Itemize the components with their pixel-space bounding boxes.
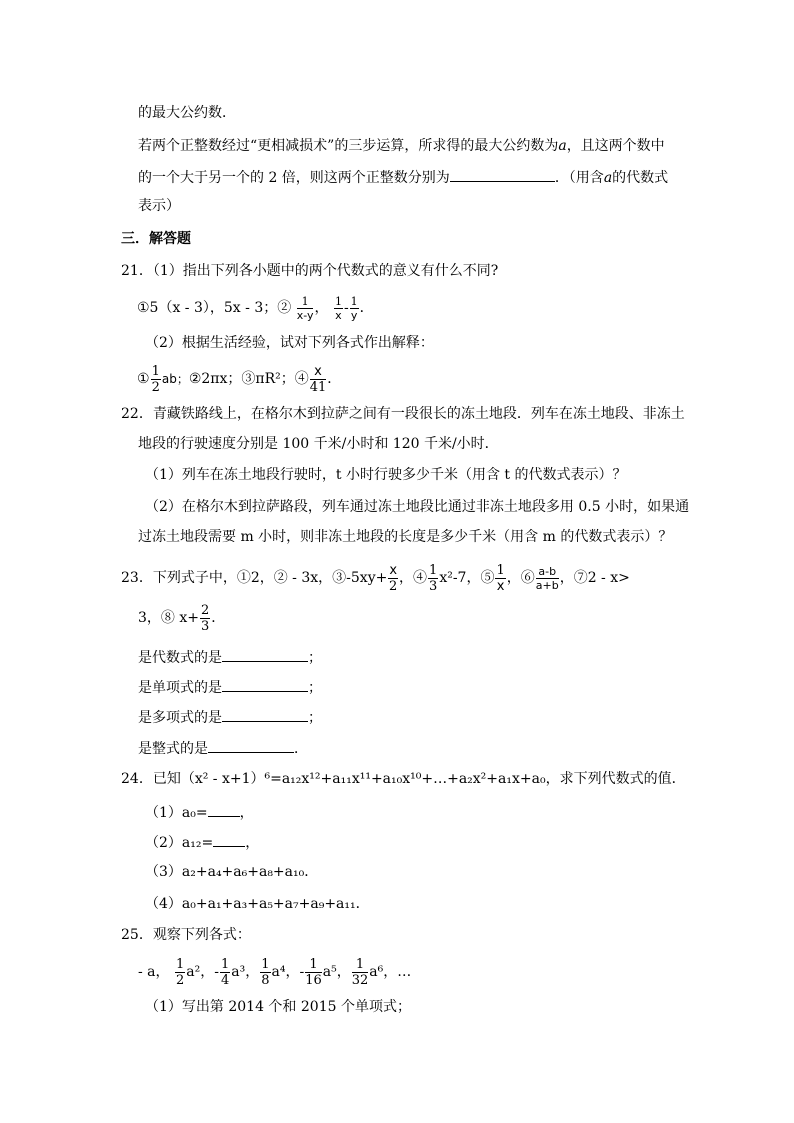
q22-line2: 地段的行驶速度分别是 100 千米/小时和 120 千米/小时． bbox=[138, 436, 499, 452]
q23-line1: 23．下列式子中，①2，② - 3x，③-5xy+ $\frac{x}{2}$ ，④ $\frac{1}{3}$ x²-7，⑤ $\frac{1}{x}$ ，⑥ $\frac{a-b}{a+b}$ ，⑦2 - x> bbox=[121, 562, 630, 594]
q23-answer3: 是多项式的是 ； bbox=[138, 706, 322, 728]
fraction: $\frac{1}{3}$ bbox=[429, 562, 438, 594]
fraction: $\frac{1}{16}$ bbox=[305, 956, 322, 988]
q21-part2: （2）根据生活经验，试对下列各式作出解释： bbox=[145, 335, 434, 351]
fraction: $\frac{1}{2}$ bbox=[151, 363, 160, 395]
q23-line2: 3，⑧ x+ $\frac{2}{3}$ ． bbox=[138, 602, 226, 634]
q25-stem: 25．观察下列各式： bbox=[121, 927, 251, 943]
fraction: $\frac{1}{32}$ bbox=[351, 956, 369, 988]
fraction: $\frac{x}{2}$ bbox=[389, 562, 398, 594]
q24-stem: 24．已知（x² - x+1）⁶=a₁₂x¹²+a₁₁x¹¹+a₁₀x¹⁰+…+a₂x²+a₁x+a₀，求下列代数式的值． bbox=[121, 771, 686, 787]
q20-line0: 的最大公约数． bbox=[138, 105, 236, 121]
q21-items: ①5（x - 3），5x - 3；② $\frac{1}{x-y}$ ， $\frac{1}{x}$ - $\frac{1}{y}$ ． bbox=[137, 294, 374, 322]
answer-blank[interactable] bbox=[222, 676, 308, 692]
q24-part3: （3）a₂+a₄+a₆+a₈+a₁₀． bbox=[145, 864, 319, 880]
fraction: $\frac{2}{3}$ bbox=[200, 602, 210, 634]
q23-answer1: 是代数式的是 ； bbox=[138, 646, 322, 668]
q20-line3: 表示） bbox=[138, 198, 180, 214]
q20-line2: 的一个大于另一个的 2 倍，则这两个正整数分别为 ．（用含a的代数式 bbox=[138, 166, 668, 188]
q22-part2b: 过冻土地段需要 m 小时，则非冻土地段的长度是多少千米（用含 m 的代数式表示）？ bbox=[138, 529, 673, 545]
fraction: $\frac{1}{x}$ bbox=[334, 294, 342, 322]
q21-stem: 21．（1）指出下列各小题中的两个代数式的意义有什么不同? bbox=[121, 263, 499, 279]
fraction: $\frac{1}{8}$ bbox=[261, 956, 270, 988]
q21-items2: ① $\frac{1}{2}$ ab；②2πx；③πR²；④ $\frac{x}{41}$ ． bbox=[137, 363, 342, 395]
fraction: $\frac{a-b}{a+b}$ bbox=[535, 564, 559, 592]
answer-blank[interactable] bbox=[222, 646, 308, 662]
q20-line1: 若两个正整数经过“更相减损术”的三步运算，所求得的最大公约数为a，且这两个数中 bbox=[138, 138, 665, 154]
answer-blank[interactable] bbox=[208, 737, 294, 753]
answer-blank[interactable] bbox=[213, 831, 245, 847]
q22-part2a: （2）在格尔木到拉萨路段，列车通过冻土地段比通过非冻土地段多用 0.5 小时，如果通 bbox=[145, 499, 690, 515]
fraction: $\frac{1}{x}$ bbox=[496, 562, 505, 594]
q23-answer2: 是单项式的是 ； bbox=[138, 676, 322, 698]
fraction: $\frac{1}{x-y}$ bbox=[296, 294, 314, 322]
q25-sequence: - a， $\frac{1}{2}$ a²，- $\frac{1}{4}$ a³， $\frac{1}{8}$ a⁴，- $\frac{1}{16}$ a⁵， $\frac{1}{32}$ a⁶，… bbox=[138, 956, 412, 988]
fraction: $\frac{1}{y}$ bbox=[350, 294, 358, 322]
answer-blank[interactable] bbox=[450, 166, 555, 182]
answer-blank[interactable] bbox=[208, 801, 240, 817]
q22-line1: 22．青藏铁路线上，在格尔木到拉萨之间有一段很长的冻土地段．列车在冻土地段、非冻土 bbox=[121, 406, 685, 422]
section-title: 三．解答题 bbox=[121, 231, 191, 247]
q23-answer4: 是整式的是 ． bbox=[138, 737, 308, 759]
q24-part4: （4）a₀+a₁+a₃+a₅+a₇+a₉+a₁₁． bbox=[145, 896, 370, 912]
fraction: $\frac{1}{4}$ bbox=[220, 956, 230, 988]
q22-part1: （1）列车在冻土地段行驶时，t 小时行驶多少千米（用含 t 的代数式表示）？ bbox=[145, 467, 627, 483]
q25-part1: （1）写出第 2014 个和 2015 个单项式； bbox=[145, 999, 411, 1015]
q24-part2: （2）a₁₂= ， bbox=[145, 831, 259, 853]
answer-blank[interactable] bbox=[222, 706, 308, 722]
q24-part1: （1）a₀= ， bbox=[145, 801, 254, 823]
fraction: $\frac{1}{2}$ bbox=[175, 956, 185, 988]
fraction: $\frac{x}{41}$ bbox=[309, 363, 327, 395]
